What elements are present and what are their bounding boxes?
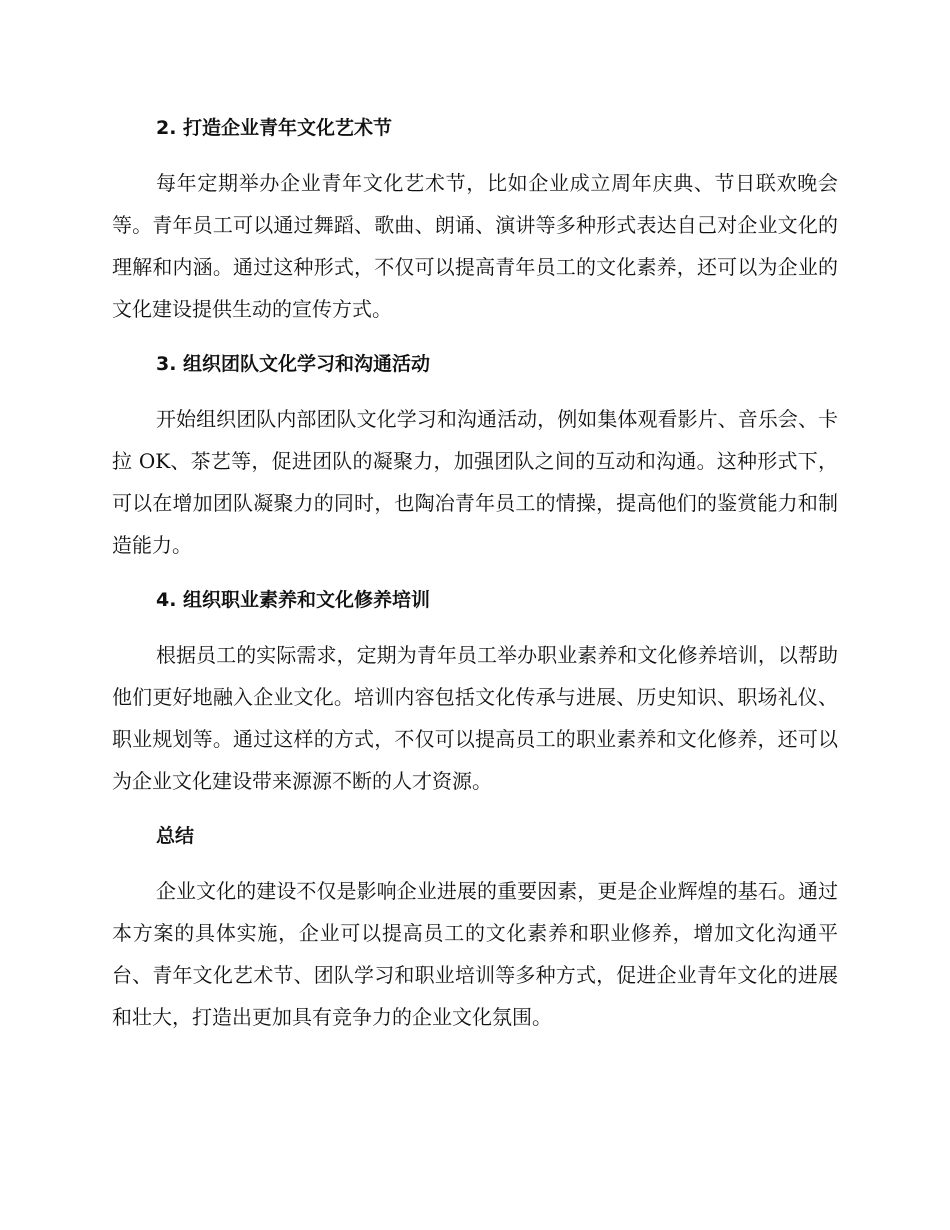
section-heading-team-activities: 3. 组织团队文化学习和沟通活动 — [156, 353, 431, 375]
section-paragraph-summary: 企业文化的建设不仅是影响企业进展的重要因素，更是企业辉煌的基石。通过本方案的具体实施，企业可以提高员工的文化素养和职业修养，增加文化沟通平台、青年文化艺术节、团队学习和职业培训等多种方式，促进企业青年文化的进展和壮大，打造出更加具有竞争力的企业文化氛围。 — [112, 879, 838, 1029]
section-heading-art-festival: 2. 打造企业青年文化艺术节 — [156, 117, 393, 139]
section-heading-summary: 总结 — [156, 825, 195, 847]
section-heading-training: 4. 组织职业素养和文化修养培训 — [156, 589, 431, 611]
section-paragraph-training: 根据员工的实际需求，定期为青年员工举办职业素养和文化修养培训，以帮助他们更好地融入企业文化。培训内容包括文化传承与进展、历史知识、职场礼仪、职业规划等。通过这样的方式，不仅可以提高员工的职业素养和文化修养，还可以为企业文化建设带来源源不断的人才资源。 — [112, 643, 838, 793]
document-body — [112, 108, 838, 1038]
section-paragraph-team-activities: 开始组织团队内部团队文化学习和沟通活动，例如集体观看影片、音乐会、卡拉 OK、茶艺等，促进团队的凝聚力，加强团队之间的互动和沟通。这种形式下，可以在增加团队凝聚力的同时，也陶冶青年员工的情操，提高他们的鉴赏能力和制造能力。 — [112, 407, 838, 557]
section-paragraph-art-festival: 每年定期举办企业青年文化艺术节，比如企业成立周年庆典、节日联欢晚会等。青年员工可以通过舞蹈、歌曲、朗诵、演讲等多种形式表达自己对企业文化的理解和内涵。通过这种形式，不仅可以提高青年员工的文化素养，还可以为企业的文化建设提供生动的宣传方式。 — [112, 171, 838, 321]
